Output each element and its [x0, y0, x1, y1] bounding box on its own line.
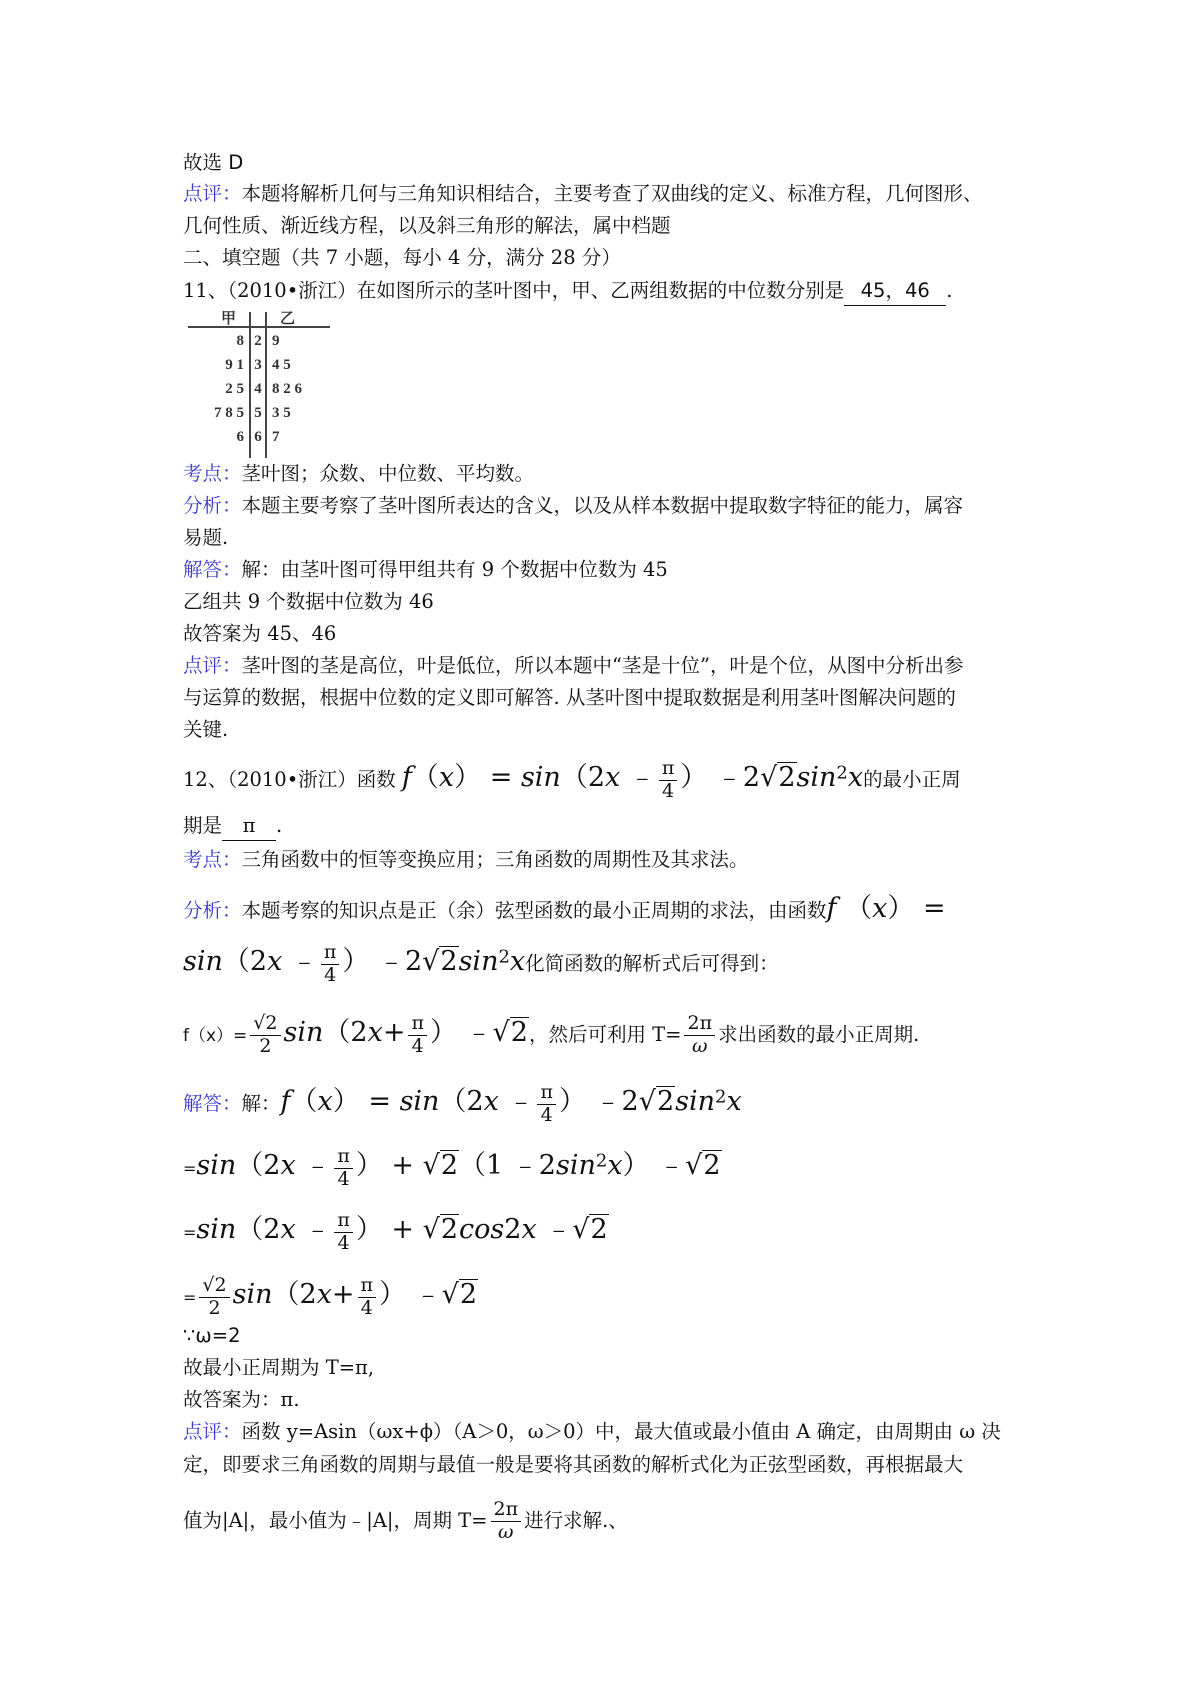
q12-comment-3a: 值为|A|，最小值为﹣|A|，周期 T= — [183, 1508, 488, 1532]
q12-question-line-1: 12、（2010•浙江）函数 f（x） = sin（2x ﹣ $\frac{\pi}{4}$ ） $﹣2√2\sin^2x$的最小正周 — [183, 757, 961, 802]
figure-stem: 5 — [254, 405, 262, 421]
q12-solution-line-4: = $\frac{√2}{2}$ sin（2x+ $\frac{\pi}{4}$ ） ﹣√2 — [183, 1274, 478, 1319]
comment-label: 点评： — [183, 1420, 242, 1443]
q11-end: . — [946, 279, 953, 302]
q12-analysis-line-1: 分析：本题考察的知识点是正（余）弦型函数的最小正周期的求法，由函数f （x） = — [183, 893, 946, 924]
figure-leaf-left: 2 5 — [225, 381, 244, 397]
figure-stem: 2 — [254, 333, 262, 349]
q12-point-line — [183, 846, 749, 874]
q12-suffix: 的最小正周 — [863, 767, 961, 791]
point-label: 考点： — [183, 848, 242, 871]
q12-solution-line-1: 解答：解：f（x） = sin（2x ﹣ $\frac{\pi}{4}$ ） $﹣2√2\sin^2x$ — [183, 1081, 742, 1126]
q12-analysis-line-2: sin（2x ﹣ $\frac{\pi}{4}$ ） $﹣2√2\sin^2x$化简函数的解析式后可得到： — [183, 941, 779, 986]
analysis-label: 分析： — [183, 899, 242, 922]
q12-analysis-1: 本题考察的知识点是正（余）弦型函数的最小正周期的求法，由函数 — [241, 899, 827, 922]
comment-line-2: 几何性质、渐近线方程，以及斜三角形的解法，属中档题 — [183, 214, 671, 237]
q11-answer: 45，46 — [844, 277, 946, 306]
analysis-label: 分析： — [183, 494, 242, 517]
solution-label: 解答： — [183, 1091, 242, 1115]
q12-solution-line-2: =sin（2x ﹣ $\frac{\pi}{4}$ ） + √2（1 $﹣2\sin^2x$） ﹣√2 — [183, 1145, 721, 1190]
comment-label: 点评： — [183, 654, 242, 677]
figure-leaf-left: 7 8 5 — [214, 405, 244, 421]
q12-end: . — [276, 814, 283, 837]
q12-period: 故最小正周期为 T=π, — [183, 1356, 375, 1379]
q12-analysis-3b: ，然后可利用 T= — [528, 1022, 682, 1046]
q11-analysis-line-2: 易题. — [183, 526, 229, 549]
q12-comment-line-1 — [183, 1418, 1001, 1446]
q12-comment-1: 函数 y=Asin（ωx+ϕ）（A＞0，ω＞0）中，最大值或最小值由 A 确定，由周期由 ω 决 — [241, 1420, 1001, 1443]
q11-point: 茎叶图；众数、中位数、平均数。 — [241, 462, 535, 485]
figure-stem: 4 — [254, 381, 262, 397]
q11-point-line — [183, 460, 534, 488]
q12-formula: f — [401, 761, 412, 793]
q12-analysis-line-3: f（x）= $\frac{√2}{2}$ sin（2x+ $\frac{\pi}{4}$ ） ﹣√2，然后可利用 T= $\frac{2\pi}{\omega}$ 求出函数的最小正周期. — [183, 1012, 920, 1057]
q11-comment-1: 茎叶图的茎是高位，叶是低位，所以本题中“茎是十位”，叶是个位，从图中分析出参 — [241, 654, 964, 677]
choose-line: 故选 D — [183, 151, 244, 174]
q11-analysis-1: 本题主要考察了茎叶图所表达的含义，以及从样本数据中提取数字特征的能力，属容 — [241, 494, 964, 517]
q12-analysis-3c: 求出函数的最小正周期. — [718, 1022, 920, 1046]
figure-leaf-right: 4 5 — [272, 357, 291, 373]
figure-leaf-right: 9 — [272, 333, 280, 349]
q11-comment-line-3: 关键. — [183, 718, 229, 741]
q12-comment-line-2: 定，即要求三角函数的周期与最值一般是要将其函数的解析式化为正弦型函数，再根据最大 — [183, 1453, 964, 1476]
q11-solution-1: 解：由茎叶图可得甲组共有 9 个数据中位数为 45 — [241, 558, 668, 581]
q11-solution-line-3: 故答案为 45、46 — [183, 622, 337, 645]
q12-comment-3b: 进行求解.、 — [524, 1508, 628, 1532]
q12-question-line-2 — [183, 812, 282, 841]
comment-line-1 — [183, 180, 983, 208]
q11-solution-line-2: 乙组共 9 个数据中位数为 46 — [183, 590, 434, 613]
q12-solution-prefix: 解： — [241, 1091, 281, 1115]
q11-comment-line-1 — [183, 652, 963, 680]
q11-analysis-line-1 — [183, 492, 963, 520]
figure-leaf-left: 6 — [236, 429, 244, 445]
q12-point: 三角函数中的恒等变换应用；三角函数的周期性及其求法。 — [241, 848, 749, 871]
section-heading: 二、填空题（共 7 小题，每小 4 分，满分 28 分） — [183, 246, 621, 269]
solution-label: 解答： — [183, 558, 242, 581]
q11-comment-line-2: 与运算的数据，根据中位数的定义即可解答. 从茎叶图中提取数据是利用茎叶图解决问题的 — [183, 686, 956, 709]
q12-analysis-3a: f（x）= — [183, 1025, 248, 1046]
q11-question — [183, 277, 952, 306]
q12-answer: π — [222, 812, 276, 841]
q12-period-prefix: 期是 — [183, 814, 223, 837]
q11-question-text: 11、（2010•浙江）在如图所示的茎叶图中，甲、乙两组数据的中位数分别是 — [183, 279, 845, 302]
q12-solution-line-3: =sin（2x ﹣ $\frac{\pi}{4}$ ） + √2cos2x ﹣√2 — [183, 1209, 608, 1254]
figure-leaf-right: 7 — [272, 429, 280, 445]
q11-solution-line-1 — [183, 556, 668, 584]
figure-leaf-right: 8 2 6 — [272, 381, 302, 397]
comment-label: 点评： — [183, 182, 242, 205]
stem-leaf-figure — [188, 310, 358, 460]
figure-header-right: 乙 — [280, 311, 296, 327]
figure-leaf-right: 3 5 — [272, 405, 291, 421]
figure-stem: 6 — [254, 429, 262, 445]
q12-omega: ∵ω=2 — [183, 1324, 241, 1347]
q12-analysis-2: 化简函数的解析式后可得到： — [525, 951, 779, 975]
comment-text: 本题将解析几何与三角知识相结合，主要考查了双曲线的定义、标准方程，几何图形、 — [241, 182, 983, 205]
q12-comment-line-3: 值为|A|，最小值为﹣|A|，周期 T= $\frac{2\pi}{\omega}$ 进行求解.、 — [183, 1498, 628, 1543]
figure-header-left: 甲 — [221, 311, 237, 327]
point-label: 考点： — [183, 462, 242, 485]
q12-prefix: 12、（2010•浙江）函数 — [183, 767, 396, 791]
figure-stem: 3 — [254, 357, 262, 373]
q12-answer-line: 故答案为：π. — [183, 1388, 300, 1411]
figure-leaf-left: 9 1 — [225, 357, 244, 373]
figure-leaf-left: 8 — [236, 333, 244, 349]
